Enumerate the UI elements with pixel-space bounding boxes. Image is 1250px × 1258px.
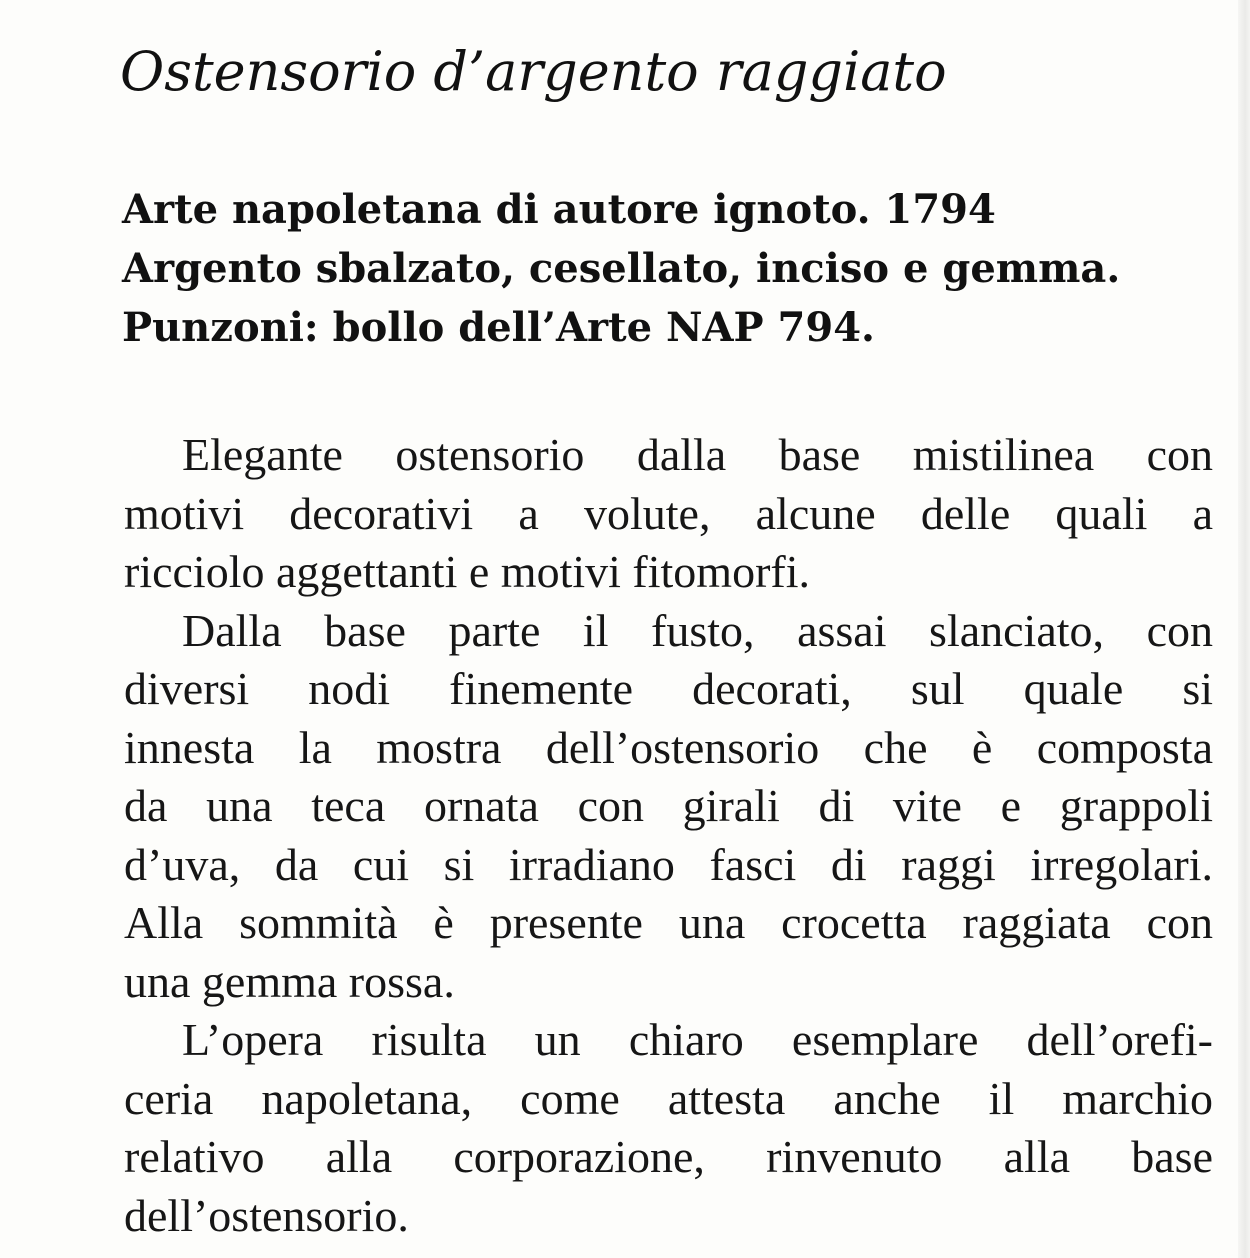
materials-line: Argento sbalzato, cesellato, inciso e gemma.	[122, 245, 1121, 292]
paragraph-2-line-4: da una teca ornata con girali di vite e grappoli	[124, 780, 1213, 831]
description-text	[124, 426, 1213, 1245]
paragraph-2-line-6: Alla sommità è presente una crocetta raggiata con	[124, 897, 1213, 948]
paragraph-2-line-2: diversi nodi finemente decorati, sul quale si	[124, 663, 1213, 714]
page-title: Ostensorio d’argento raggiato	[120, 40, 947, 103]
paragraph-2-line-1: Dalla base parte il fusto, assai slanciato, con	[182, 604, 1213, 656]
paragraph-1-line-1: Elegante ostensorio dalla base mistilinea con	[182, 429, 1213, 480]
attribution-line: Arte napoletana di autore ignoto. 1794	[122, 186, 996, 233]
paragraph-3-line-1: L’opera risulta un chiaro esemplare dell’orefi-	[182, 1014, 1213, 1065]
paragraph-2-line-5: d’uva, da cui si irradiano fasci di raggi irregolari.	[124, 838, 1213, 890]
paragraph-1-line-3: ricciolo aggettanti e motivi fitomorfi.	[124, 546, 810, 597]
paragraph-2-line-7: una gemma rossa.	[124, 955, 455, 1007]
paragraph-3-line-2: ceria napoletana, come attesta anche il marchio	[124, 1072, 1213, 1124]
paragraph-3-line-3: relativo alla corporazione, rinvenuto alla base	[124, 1131, 1213, 1182]
hallmarks-line: Punzoni: bollo dell’Arte NAP 794.	[122, 304, 875, 351]
paragraph-1-line-2: motivi decorativi a volute, alcune delle quali a	[124, 487, 1213, 539]
paragraph-2-line-3: innesta la mostra dell’ostensorio che è composta	[124, 721, 1213, 773]
paragraph-3-line-4: dell’ostensorio.	[124, 1189, 409, 1241]
artwork-details	[122, 180, 1120, 357]
page-edge	[1238, 0, 1250, 1258]
